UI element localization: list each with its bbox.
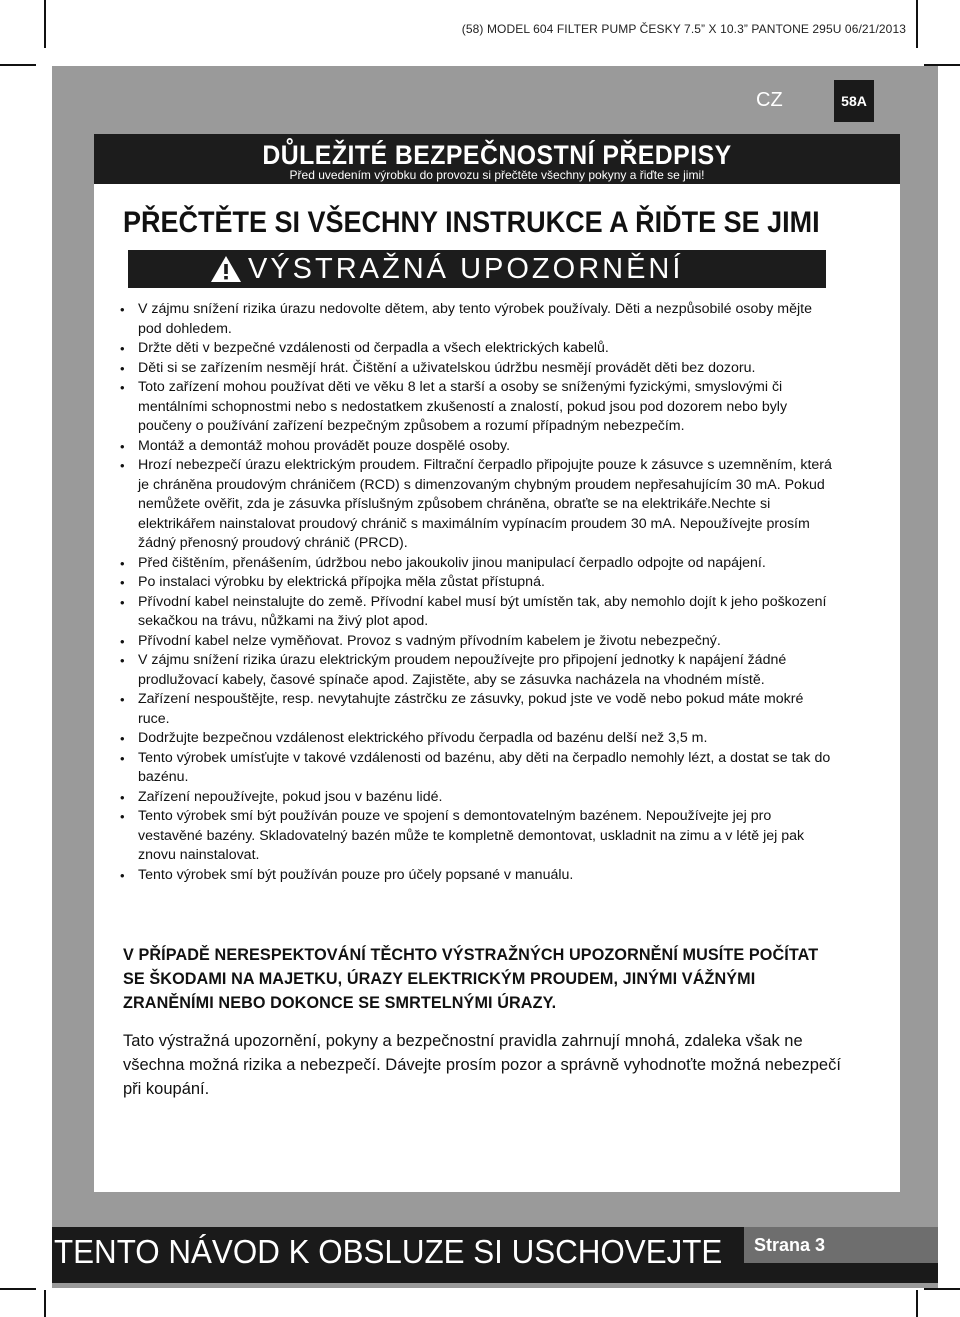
language-label: CZ <box>756 89 783 111</box>
warning-triangle-icon <box>210 255 242 283</box>
crop-mark <box>924 1288 960 1290</box>
keep-manual-notice <box>52 1227 752 1283</box>
list-item: • V zájmu snížení rizika úrazu nedovolte dětem, aby tento výrobek používaly. Děti a nezpůsobilé osoby mějte pod dohledem. <box>118 300 838 339</box>
list-item: • Tento výrobek smí být používán pouze pro účely popsané v manuálu. <box>118 866 838 886</box>
list-item: • Tento výrobek umísťujte v takové vzdálenosti od bazénu, aby děti na čerpadlo nemohly lézt, a dostat se tak do bazénu. <box>118 749 838 788</box>
keep-manual-text: TENTO NÁVOD K OBSLUZE SI USCHOVEJTE <box>54 1233 723 1270</box>
list-item: • Toto zařízení mohou používat děti ve věku 8 let a starší a osoby se sníženými fyzickými, smyslovými či mentálními schopnostmi nebo s nedostatkem zkušeností a znalostí, pokud jsou pod dozorem nebo byly poučeny o používání zařízení bezpečným způsobem a rozumí případným nebezpečím. <box>118 378 838 437</box>
list-item: • Dodržujte bezpečnou vzdálenost elektrického přívodu čerpadla od bazénu delší než 3,5 m. <box>118 729 838 749</box>
footer-bar <box>52 1227 938 1283</box>
page-code-badge: 58A <box>834 80 874 122</box>
crop-mark <box>44 0 46 48</box>
crop-mark <box>44 1290 46 1317</box>
safety-title: DŮLEŽITÉ BEZPEČNOSTNÍ PŘEDPISY <box>262 140 732 170</box>
read-instructions-heading: PŘEČTĚTE SI VŠECHNY INSTRUKCE A ŘIĎTE SE JIMI <box>123 206 820 239</box>
list-item: • Přívodní kabel nelze vyměňovat. Provoz s vadným přívodním kabelem je životu nebezpečný. <box>118 632 838 652</box>
list-item: • Montáž a demontáž mohou provádět pouze dospělé osoby. <box>118 437 838 457</box>
page-number: Strana 3 <box>744 1227 938 1263</box>
safety-subtitle: Před uvedením výrobku do provozu si přečtěte všechny pokyny a řiďte se jimi! <box>289 168 705 182</box>
safety-banner <box>94 134 900 184</box>
list-item: • Zařízení nepoužívejte, pokud jsou v bazénu lidé. <box>118 788 838 808</box>
warning-list <box>118 300 838 885</box>
consequence-warning: V PŘÍPADĚ NERESPEKTOVÁNÍ TĚCHTO VÝSTRAŽNÝCH UPOZORNĚNÍ MUSÍTE POČÍTAT SE ŠKODAMI NA MAJETKU, ÚRAZY ELEKTRICKÝM PROUDEM, JINÝMI VÁŽNÝMI ZRANĚNÍMI NEBO DOKONCE SE SMRTELNÝMI ÚRAZY. <box>123 946 819 1012</box>
crop-mark <box>0 64 36 66</box>
list-item: • Zařízení nespouštějte, resp. nevytahujte zástrčku ze zásuvky, pokud jste ve vodě nebo pokud máte mokré ruce. <box>118 690 838 729</box>
list-item: • Po instalaci výrobku by elektrická přípojka měla zůstat přístupná. <box>118 573 838 593</box>
list-item: • Přívodní kabel neinstalujte do země. Přívodní kabel musí být umístěn tak, aby nemohlo dojít k jeho poškození sekačkou na trávu, nůžkami na živý plot apod. <box>118 593 838 632</box>
list-item: • Děti si se zařízením nesmějí hrát. Čištění a uživatelskou údržbu nesmějí provádět děti bez dozoru. <box>118 359 838 379</box>
list-item: • Tento výrobek smí být používán pouze ve spojení s demontovatelným bazénem. Nepoužívejte jej pro vestavěné bazény. Skladovatelný bazén může te kompletně demontovat, uskladnit na zimu a v létě jej pak znovu nainstalovat. <box>118 807 838 866</box>
crop-mark <box>916 0 918 48</box>
list-item: • V zájmu snížení rizika úrazu elektrickým proudem nepoužívejte pro připojení jednotky k napájení žádné prodlužovací kabely, časové spínače apod. Zajistěte, aby se zásuvka nacházela na vhodném místě. <box>118 651 838 690</box>
list-item: • Držte děti v bezpečné vzdálenosti od čerpadla a všech elektrických kabelů. <box>118 339 838 359</box>
print-info: (58) MODEL 604 FILTER PUMP ČESKY 7.5” X 10.3” PANTONE 295U 06/21/2013 <box>461 22 906 36</box>
closing-note: Tato výstražná upozornění, pokyny a bezpečnostní pravidla zahrnují mnohá, zdaleka však ne všechna možná rizika a nebezpečí. Dávejte prosím pozor a správně vyhodnoťte možná nebezpečí při koupání. <box>123 1032 841 1098</box>
warnings-heading-bar <box>128 250 826 288</box>
list-item: • Před čištěním, přenášením, údržbou nebo jakoukoliv jinou manipulací čerpadlo odpojte od napájení. <box>118 554 838 574</box>
warnings-title: VÝSTRAŽNÁ UPOZORNĚNÍ <box>248 253 684 285</box>
crop-mark <box>916 1290 918 1317</box>
crop-mark <box>0 1288 36 1290</box>
list-item: • Hrozí nebezpečí úrazu elektrickým proudem. Filtrační čerpadlo připojujte pouze k zásuvce s uzemněním, která je chráněna proudovým chráničem (RCD) s dimenzovaným chybným proudem nepřesahujícím 30 mA. Pokud nemůžete ověřit, zda je zásuvka příslušným způsobem chráněna, obraťte se na elektrikáře.Nechte si elektrikářem nainstalovat proudový chránič s maximálním vypínacím proudem 30 mA. Nepoužívejte prosím žádný přenosný proudový chránič (PRCD). <box>118 456 838 554</box>
